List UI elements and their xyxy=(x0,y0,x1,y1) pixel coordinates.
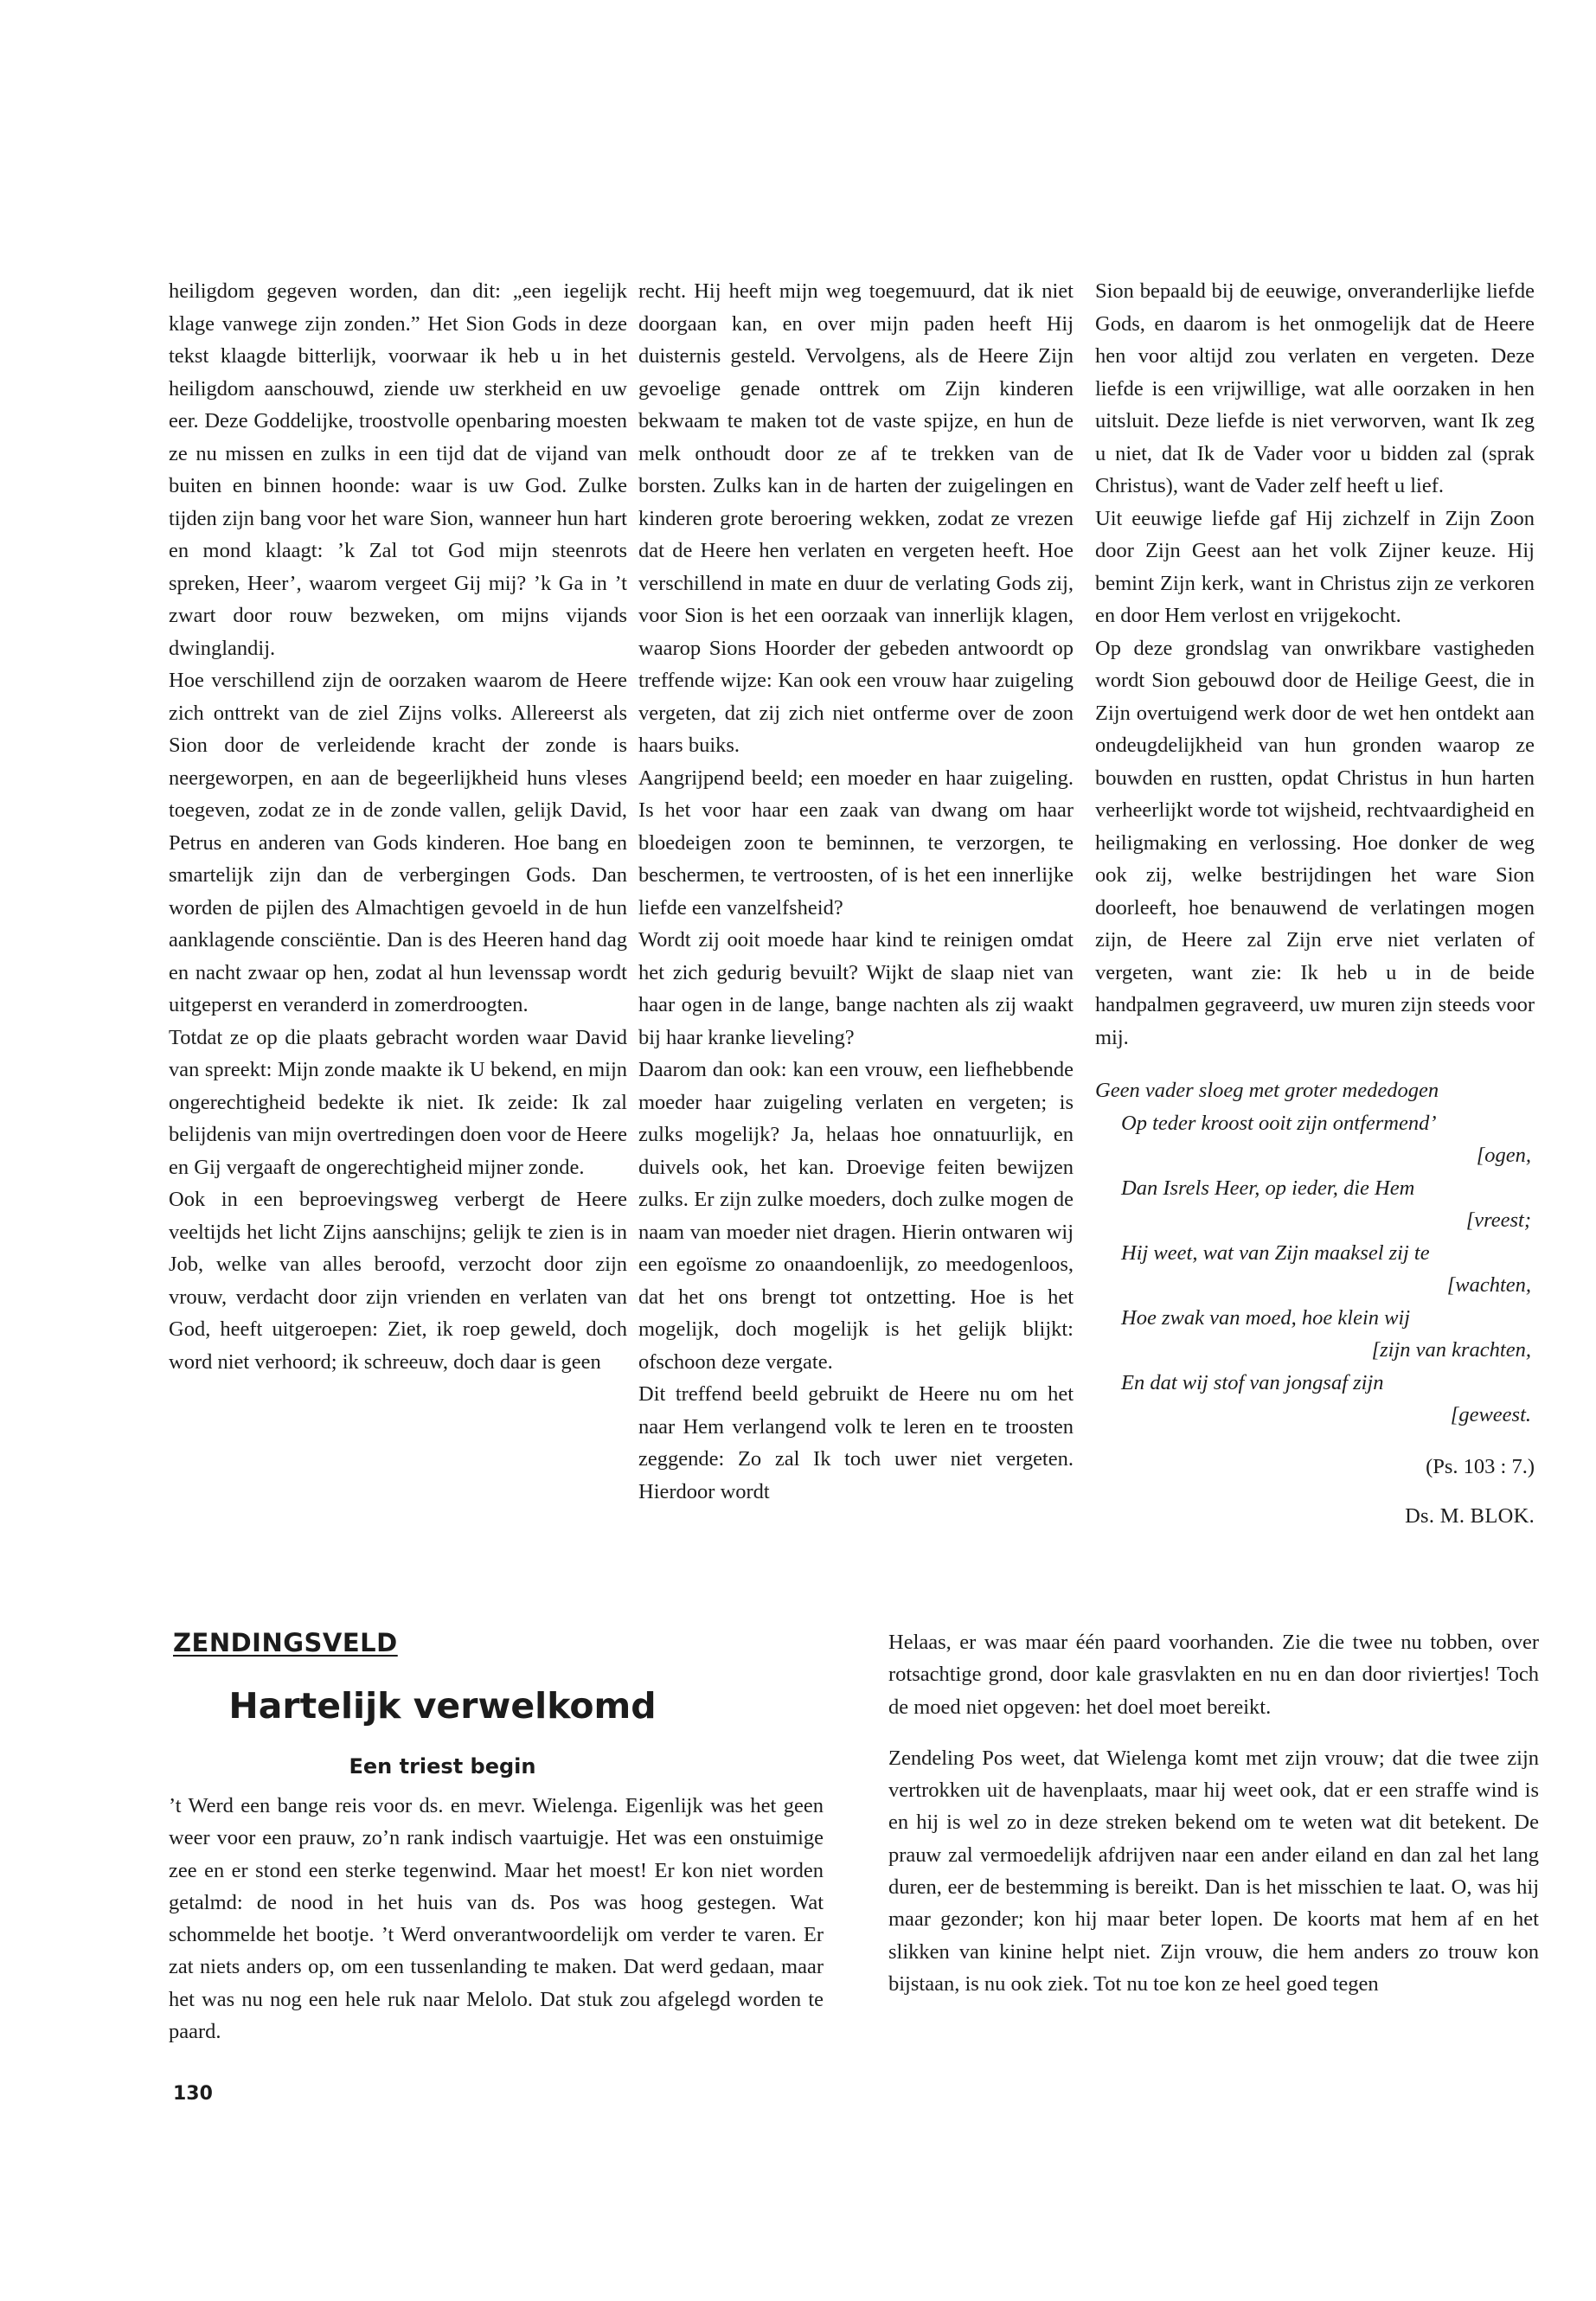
poem-line: Op teder kroost ooit zijn ontfermend’ xyxy=(1121,1111,1437,1135)
poem-line: Dan Isrels Heer, op ieder, die Hem xyxy=(1121,1176,1415,1200)
paragraph: Uit eeuwige liefde gaf Hij zichzelf in Zijn Zoon door Zijn Geest aan het volk Zijner keuze. Hij bemint Zijn kerk, want in Christus zijn ze verkoren en door Hem verlost en vrijgekocht. xyxy=(1095,506,1535,627)
paragraph: Helaas, er was maar één paard voorhanden. Zie die twee nu tobben, over rotsachtige grond, door kale grasvlakten en nu en dan door riviertjes! Toch de moed niet opgeven: het doel moet bereikt. xyxy=(888,1631,1539,1719)
poem-line: En dat wij stof van jongsaf zijn xyxy=(1121,1370,1384,1394)
paragraph: Zendeling Pos weet, dat Wielenga komt met zijn vrouw; dat die twee zijn vertrokken uit de havenplaats, maar hij weet ook, dat er een straffe wind is en hij is wel zo in deze streken bekend om te weten wat dit betekent. De prauw zal vermoedelijk afdrijven naar een ander eiland en dan zal het lang duren, eer de bestemming is bereikt. Dan is het misschien te laat. O, was hij maar gezonder; kon hij maar beter lopen. De koorts mat hem af en het slikken van kinine helpt niet. Zijn vrouw, die hem anders zo trouw kon bijstaan, is nu ook ziek. Tot nu toe kon ze heel goed tegen xyxy=(888,1746,1539,1996)
paragraph: Aangrijpend beeld; een moeder en haar zuigeling. Is het voor haar een zaak van dwang om haar bloedeigen zoon te beminnen, te verzorgen, te beschermen, te vertroosten, of is het een innerlijke liefde een vanzelfsheid? xyxy=(638,766,1074,920)
poem-line: Hoe zwak van moed, hoe klein wij xyxy=(1121,1305,1411,1330)
article-title: Hartelijk verwelkomd xyxy=(228,1685,657,1727)
article-column-2 xyxy=(888,1626,1539,2000)
poem-line-continuation: [ogen, xyxy=(1476,1144,1531,1167)
paragraph: Dit treffend beeld gebruikt de Heere nu om het naar Hem verlangend volk te leren en te troosten zeggende: Zo zal Ik toch uwer niet vergeten. Hierdoor wordt xyxy=(638,1382,1074,1503)
author-signature: Ds. M. BLOK. xyxy=(1405,1504,1535,1528)
column-3 xyxy=(1095,275,1535,1533)
paragraph: ’t Werd een bange reis voor ds. en mevr. Wielenga. Eigenlijk was het geen weer voor een prauw, zo’n rank indisch vaartuigje. Het was een onstuimige zee en er stond een sterke tegenwind. Maar het moest! Er kon niet worden getalmd: de nood in het huis van ds. Pos was hoog gestegen. Wat schommelde het bootje. ’t Werd onverantwoordelijk om verder te varen. Er zat niets anders op, om een tussenlanding te maken. Dat werd gedaan, maar het was nu nog een hele ruk naar Melolo. Dat stuk zou afgelegd worden te paard. xyxy=(169,1794,824,2044)
paragraph: recht. Hij heeft mijn weg toegemuurd, dat ik niet doorgaan kan, en over mijn paden heeft Hij duisternis gesteld. Vervolgens, als de Heere Zijn gevoelige genade onttrek om Zijn kinderen bekwaam te maken tot de vaste spijze, en hun de melk onthoudt door ze af te trekken van de borsten. Zulks kan in de harten der zuigelingen en kinderen grote beroering wekken, zodat ze vrezen dat de Heere hen verlaten en vergeten heeft. Hoe verschillend in mate en duur de verlating Gods zij, voor Sion is het een oorzaak van innerlijk klagen, waarop Sions Hoorder der gebeden antwoordt op treffende wijze: Kan ook een vrouw haar zuigeling vergeten, dat zij zich niet ontferme over de zoon haars buiks. xyxy=(638,279,1074,757)
section-label: ZENDINGSVELD xyxy=(173,1628,398,1657)
paragraph: Hoe verschillend zijn de oorzaken waarom de Heere zich onttrekt van de ziel Zijns volks. Allereerst als Sion door de verleidende kracht der zonde is neergeworpen, en aan de begeerlijkheid huns vleses toegeven, zodat ze in de zonde vallen, gelijk David, Petrus en anderen van Gods kinderen. Hoe bang en smartelijk zijn dan de verbergingen Gods. Dan worden de pijlen des Almachtigen gevoeld in de hun aanklagende consciëntie. Dan is des Heeren hand dag en nacht zwaar op hen, zodat al hun levenssap wordt uitgeperst en veranderd in zomerdroogten. xyxy=(169,669,627,1016)
poem-line: Hij weet, wat van Zijn maaksel zij te xyxy=(1121,1240,1430,1265)
column-2 xyxy=(638,275,1074,1508)
poem-line-continuation: [geweest. xyxy=(1450,1403,1531,1426)
paragraph: heiligdom gegeven worden, dan dit: „een iegelijk klage vanwege zijn zonden.” Het Sion Gods in deze tekst klaagde bitterlijk, voorwaar ik heb u in het heiligdom aanschouwd, ziende uw sterkheid en uw eer. Deze Goddelijke, troostvolle openbaring moesten ze nu missen en zulks in een tijd dat de vijand van buiten en binnen hoonde: waar is uw God. Zulke tijden zijn bang voor het ware Sion, wanneer hun hart en mond klaagt: ’k Zal tot God mijn steenrots spreken, Heer’, waarom vergeet Gij mij? ’k Ga in ’t zwart door rouw bezweken, om mijns vijands dwinglandij. xyxy=(169,279,627,660)
paragraph: Daarom dan ook: kan een vrouw, een liefhebbende moeder haar zuigeling verlaten en vergeten; is zulks mogelijk? Ja, helaas hoe onnatuurlijk, en duivels ook, het kan. Droevige feiten bewijzen zulks. Er zijn zulke moeders, doch zulke mogen de naam van moeder niet dragen. Hierin ontwaren wij een egoïsme zo onaandoenlijk, zo meedogenloos, dat het ons brengt tot ontzetting. Hoe is het mogelijk, doch mogelijk is het gelijk blijkt: ofschoon deze vergate. xyxy=(638,1058,1074,1374)
page-number: 130 xyxy=(173,2083,213,2105)
paragraph: Totdat ze op die plaats gebracht worden waar David van spreekt: Mijn zonde maakte ik U bekend, en mijn ongerechtigheid bedekte ik niet. Ik zeide: Ik zal belijdenis van mijn overtredingen doen voor de Heere en Gij vergaaft de ongerechtigheid mijner zonde. xyxy=(169,1025,627,1179)
paragraph: Wordt zij ooit moede haar kind te reinigen omdat het zich gedurig bevuilt? Wijkt de slaap niet van haar ogen in de lange, bange nachten als zij waakt bij haar kranke lieveling? xyxy=(638,928,1074,1049)
paragraph: Sion bepaald bij de eeuwige, onveranderlijke liefde Gods, en daarom is het onmogelijk dat de Heere hen voor altijd zou verlaten en vergeten. Deze liefde is een vrijwillige, wat alle oorzaken in hen uitsluit. Deze liefde is niet verworven, want Ik zeg u niet, dat Ik de Vader voor u bidden zal (sprak Christus), want de Vader zelf heeft u lief. xyxy=(1095,279,1535,497)
poem-line: Geen vader sloeg met groter mededogen xyxy=(1095,1079,1439,1102)
paragraph: Ook in een beproevingsweg verbergt de Heere veeltijds het licht Zijns aanschijns; gelijk te zien is in Job, welke van alles beroofd, verzocht door zijn vrouw, verdacht door zijn vrienden en verlaten van God, heeft uitgeroepen: Ziet, ik roep geweld, doch word niet verhoord; ik schreeuw, doch daar is geen xyxy=(169,1188,627,1374)
poem-line-continuation: [vreest; xyxy=(1465,1208,1531,1232)
psalm-reference: (Ps. 103 : 7.) xyxy=(1426,1454,1535,1478)
article-subtitle: Een triest begin xyxy=(349,1754,536,1779)
poem xyxy=(1095,1074,1535,1432)
poem-line-continuation: [zijn van krachten, xyxy=(1371,1338,1531,1362)
column-1 xyxy=(169,275,627,1378)
paragraph: Op deze grondslag van onwrikbare vastigheden wordt Sion gebouwd door de Heilige Geest, die in Zijn overtuigend werk door de wet hen ontdekt aan ondeugdelijkheid van hun gronden waarop ze bouwden en rustten, opdat Christus in hun harten verheerlijkt worde tot wijsheid, rechtvaardigheid en heiligmaking en verlossing. Hoe donker de weg ook zij, welke bestrijdingen het ware Sion doorleeft, hoe benauwend de verlatingen mogen zijn, de Heere zal Zijn erve niet verlaten of vergeten, want zie: Ik heb u in de beide handpalmen gegraveerd, uw muren zijn steeds voor mij. xyxy=(1095,636,1535,1049)
article-column-1 xyxy=(169,1790,824,2048)
poem-line-continuation: [wachten, xyxy=(1446,1273,1531,1297)
